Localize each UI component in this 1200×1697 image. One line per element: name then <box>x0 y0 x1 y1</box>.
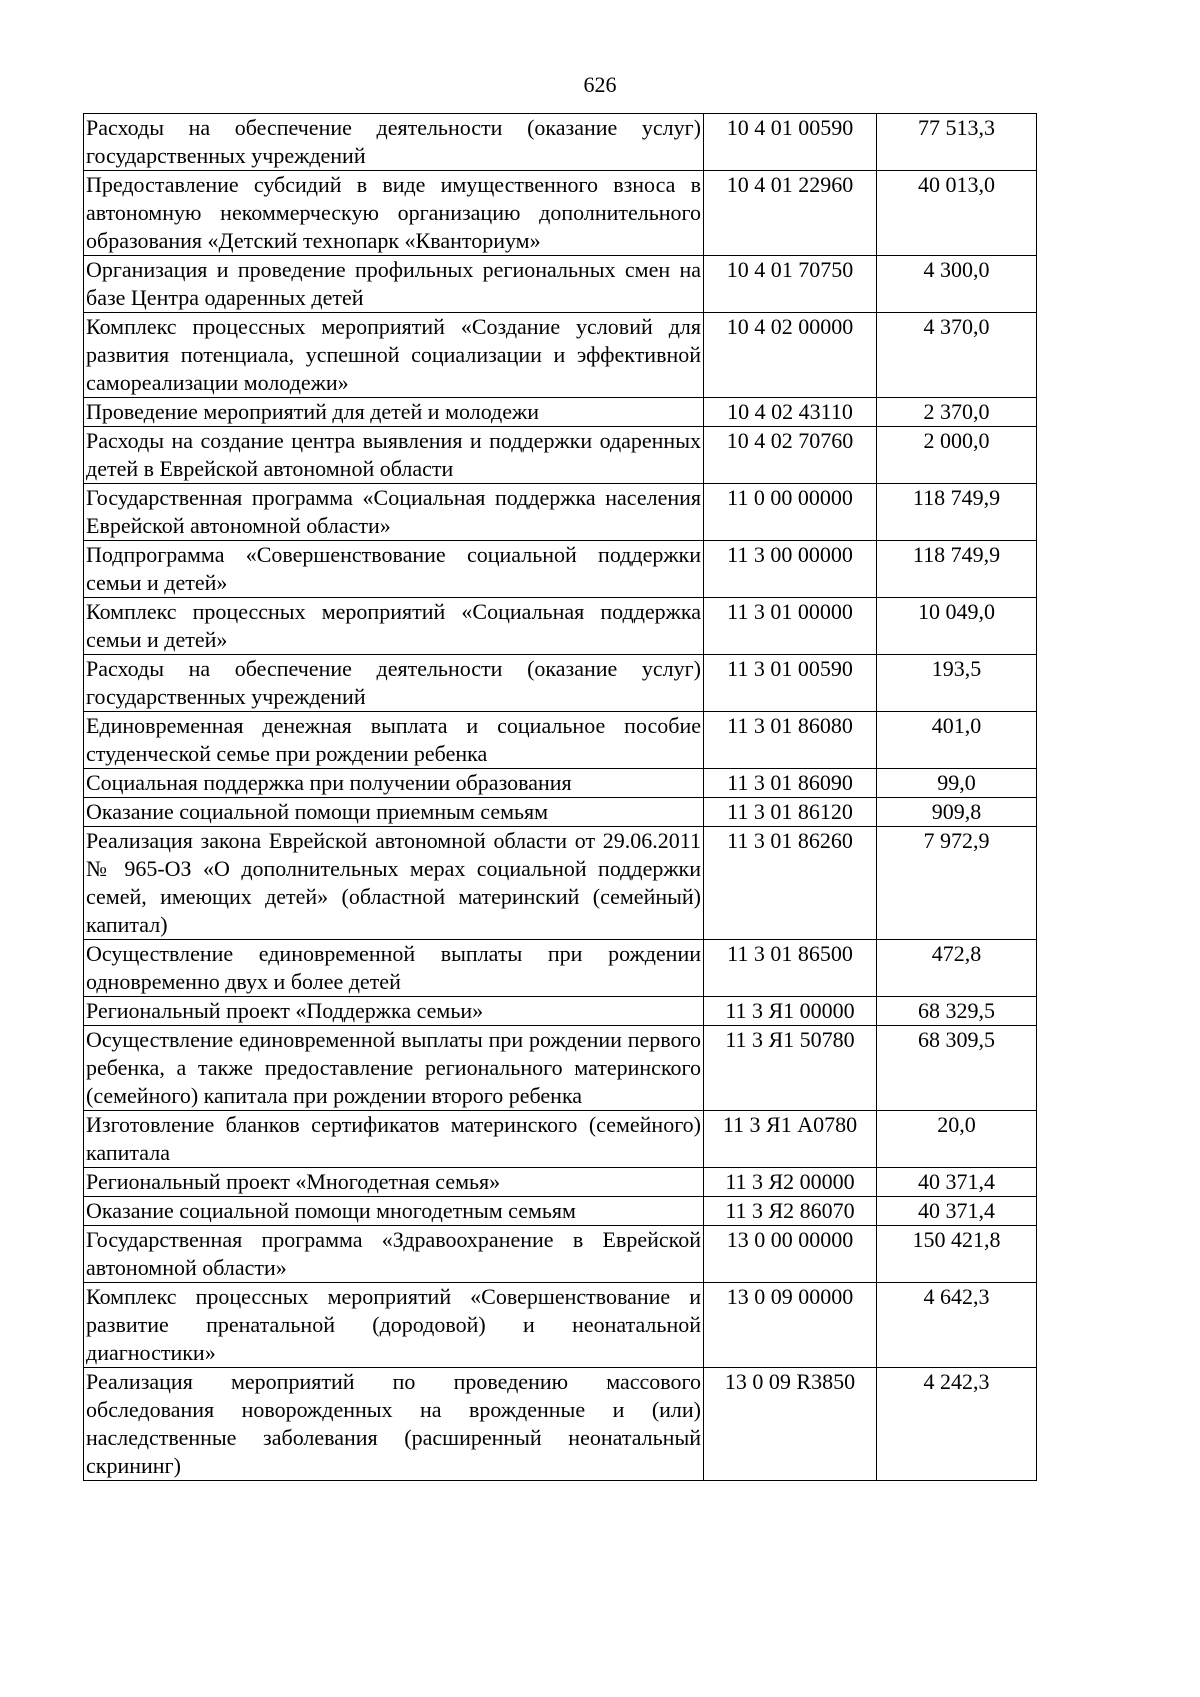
table-row <box>84 171 1037 256</box>
table-row <box>84 541 1037 598</box>
table-row <box>84 484 1037 541</box>
table-row <box>84 398 1037 427</box>
row-code: 10 4 01 22960 <box>704 171 877 256</box>
row-code: 11 3 Я2 86070 <box>704 1197 877 1226</box>
row-amount: 472,8 <box>877 940 1037 997</box>
row-name: Подпрограмма «Совершенствование социальной поддержки семьи и детей» <box>84 541 704 598</box>
table-row <box>84 256 1037 313</box>
row-code: 10 4 02 70760 <box>704 427 877 484</box>
row-amount: 10 049,0 <box>877 598 1037 655</box>
row-code: 11 3 01 86080 <box>704 712 877 769</box>
row-amount: 68 309,5 <box>877 1026 1037 1111</box>
row-name: Государственная программа «Здравоохранение в Еврейской автономной области» <box>84 1226 704 1283</box>
row-code: 10 4 01 70750 <box>704 256 877 313</box>
table-row <box>84 827 1037 940</box>
table-row <box>84 427 1037 484</box>
row-amount: 40 371,4 <box>877 1168 1037 1197</box>
row-amount: 401,0 <box>877 712 1037 769</box>
row-name: Проведение мероприятий для детей и молодежи <box>84 398 704 427</box>
row-code: 11 3 01 00000 <box>704 598 877 655</box>
row-amount: 909,8 <box>877 798 1037 827</box>
row-code: 10 4 02 00000 <box>704 313 877 398</box>
row-code: 11 3 Я1 А0780 <box>704 1111 877 1168</box>
row-code: 10 4 01 00590 <box>704 114 877 171</box>
row-name: Организация и проведение профильных региональных смен на базе Центра одаренных детей <box>84 256 704 313</box>
row-amount: 193,5 <box>877 655 1037 712</box>
row-amount: 68 329,5 <box>877 997 1037 1026</box>
table-row <box>84 598 1037 655</box>
row-name: Расходы на обеспечение деятельности (оказание услуг) государственных учреждений <box>84 114 704 171</box>
row-name: Комплекс процессных мероприятий «Совершенствование и развитие пренатальной (дородовой) и неонатальной диагностики» <box>84 1283 704 1368</box>
row-amount: 2 370,0 <box>877 398 1037 427</box>
row-code: 11 3 01 00590 <box>704 655 877 712</box>
row-amount: 7 972,9 <box>877 827 1037 940</box>
row-name: Комплекс процессных мероприятий «Создание условий для развития потенциала, успешной социализации и эффективной самореализации молодежи» <box>84 313 704 398</box>
page-number: 626 <box>583 72 617 97</box>
row-code: 11 0 00 00000 <box>704 484 877 541</box>
budget-table <box>83 113 1037 1481</box>
row-code: 11 3 01 86260 <box>704 827 877 940</box>
row-name: Оказание социальной помощи приемным семьям <box>84 798 704 827</box>
row-code: 11 3 Я1 50780 <box>704 1026 877 1111</box>
table-row <box>84 1283 1037 1368</box>
row-amount: 77 513,3 <box>877 114 1037 171</box>
row-code: 13 0 09 R3850 <box>704 1368 877 1481</box>
table-row <box>84 940 1037 997</box>
row-amount: 40 371,4 <box>877 1197 1037 1226</box>
row-amount: 118 749,9 <box>877 541 1037 598</box>
row-name: Оказание социальной помощи многодетным семьям <box>84 1197 704 1226</box>
row-name: Расходы на обеспечение деятельности (оказание услуг) государственных учреждений <box>84 655 704 712</box>
row-code: 13 0 00 00000 <box>704 1226 877 1283</box>
row-name: Региональный проект «Многодетная семья» <box>84 1168 704 1197</box>
row-code: 11 3 01 86500 <box>704 940 877 997</box>
table-row <box>84 1111 1037 1168</box>
budget-table-body <box>84 114 1037 1481</box>
row-name: Предоставление субсидий в виде имущественного взноса в автономную некоммерческую организацию дополнительного образования «Детский технопарк «Кванториум» <box>84 171 704 256</box>
row-amount: 4 370,0 <box>877 313 1037 398</box>
row-name: Государственная программа «Социальная поддержка населения Еврейской автономной области» <box>84 484 704 541</box>
row-amount: 40 013,0 <box>877 171 1037 256</box>
row-name: Региональный проект «Поддержка семьи» <box>84 997 704 1026</box>
row-amount: 118 749,9 <box>877 484 1037 541</box>
row-name: Реализация закона Еврейской автономной области от 29.06.2011 № 965-ОЗ «О дополнительных мерах социальной поддержки семей, имеющих детей» (областной материнский (семейный) капитал) <box>84 827 704 940</box>
table-row <box>84 1026 1037 1111</box>
table-row <box>84 1226 1037 1283</box>
row-name: Единовременная денежная выплата и социальное пособие студенческой семье при рождении ребенка <box>84 712 704 769</box>
row-amount: 4 242,3 <box>877 1368 1037 1481</box>
row-name: Осуществление единовременной выплаты при рождении одновременно двух и более детей <box>84 940 704 997</box>
row-amount: 2 000,0 <box>877 427 1037 484</box>
table-row <box>84 1168 1037 1197</box>
row-code: 10 4 02 43110 <box>704 398 877 427</box>
row-code: 11 3 Я2 00000 <box>704 1168 877 1197</box>
row-name: Изготовление бланков сертификатов материнского (семейного) капитала <box>84 1111 704 1168</box>
row-name: Реализация мероприятий по проведению массового обследования новорожденных на врожденные и (или) наследственные заболевания (расширенный неонатальный скрининг) <box>84 1368 704 1481</box>
row-amount: 4 642,3 <box>877 1283 1037 1368</box>
table-row <box>84 1197 1037 1226</box>
row-code: 13 0 09 00000 <box>704 1283 877 1368</box>
table-row <box>84 114 1037 171</box>
row-amount: 4 300,0 <box>877 256 1037 313</box>
row-name: Социальная поддержка при получении образования <box>84 769 704 798</box>
table-row <box>84 997 1037 1026</box>
table-row <box>84 1368 1037 1481</box>
table-row <box>84 769 1037 798</box>
table-row <box>84 798 1037 827</box>
row-amount: 99,0 <box>877 769 1037 798</box>
row-amount: 20,0 <box>877 1111 1037 1168</box>
row-code: 11 3 01 86090 <box>704 769 877 798</box>
row-code: 11 3 01 86120 <box>704 798 877 827</box>
table-row <box>84 655 1037 712</box>
row-name: Комплекс процессных мероприятий «Социальная поддержка семьи и детей» <box>84 598 704 655</box>
row-name: Расходы на создание центра выявления и поддержки одаренных детей в Еврейской автономной области <box>84 427 704 484</box>
row-name: Осуществление единовременной выплаты при рождении первого ребенка, а также предоставление регионального материнского (семейного) капитала при рождении второго ребенка <box>84 1026 704 1111</box>
row-code: 11 3 00 00000 <box>704 541 877 598</box>
row-code: 11 3 Я1 00000 <box>704 997 877 1026</box>
table-row <box>84 712 1037 769</box>
table-row <box>84 313 1037 398</box>
row-amount: 150 421,8 <box>877 1226 1037 1283</box>
